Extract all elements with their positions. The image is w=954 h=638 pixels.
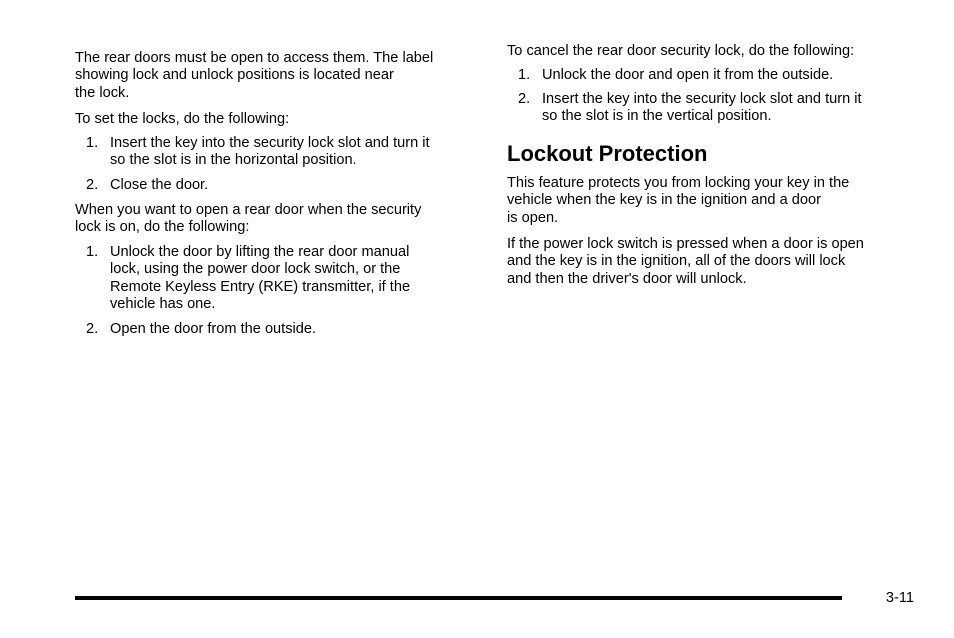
section-heading: Lockout Protection xyxy=(507,141,708,166)
list-number: 1. xyxy=(86,135,99,151)
open-door-intro: When you want to open a rear door when the security lock is on, do the following: xyxy=(75,202,422,236)
set-locks-intro: To set the locks, do the following: xyxy=(75,111,290,127)
list-text: Unlock the door by lifting the rear door manual lock, using the power door lock switch, or the Remote Keyless Entry (RKE) transmitter, if the vehicle has one. xyxy=(110,244,411,313)
list-text: Unlock the door and open it from the outside. xyxy=(542,67,834,83)
list-text: Insert the key into the security lock slot and turn it so the slot is in the horizontal position. xyxy=(110,135,430,169)
list-number: 1. xyxy=(86,244,99,260)
intro-paragraph: The rear doors must be open to access them. The label showing lock and unlock positions is located near the lock. xyxy=(75,50,434,101)
lockout-paragraph-1: This feature protects you from locking your key in the vehicle when the key is in the ignition and a door is open. xyxy=(507,175,850,226)
list-text: Close the door. xyxy=(110,177,209,193)
list-number: 2. xyxy=(518,91,531,107)
footer-rule xyxy=(75,596,842,600)
list-number: 1. xyxy=(518,67,531,83)
list-number: 2. xyxy=(86,177,99,193)
list-text: Open the door from the outside. xyxy=(110,321,317,337)
cancel-lock-intro: To cancel the rear door security lock, do the following: xyxy=(507,43,855,59)
list-text: Insert the key into the security lock slot and turn it so the slot is in the vertical position. xyxy=(542,91,862,125)
page-number: 3-11 xyxy=(885,590,914,606)
list-number: 2. xyxy=(86,321,99,337)
lockout-paragraph-2: If the power lock switch is pressed when a door is open and the key is in the ignition, all of the doors will lock and then the driver's door will unlock. xyxy=(507,236,864,287)
